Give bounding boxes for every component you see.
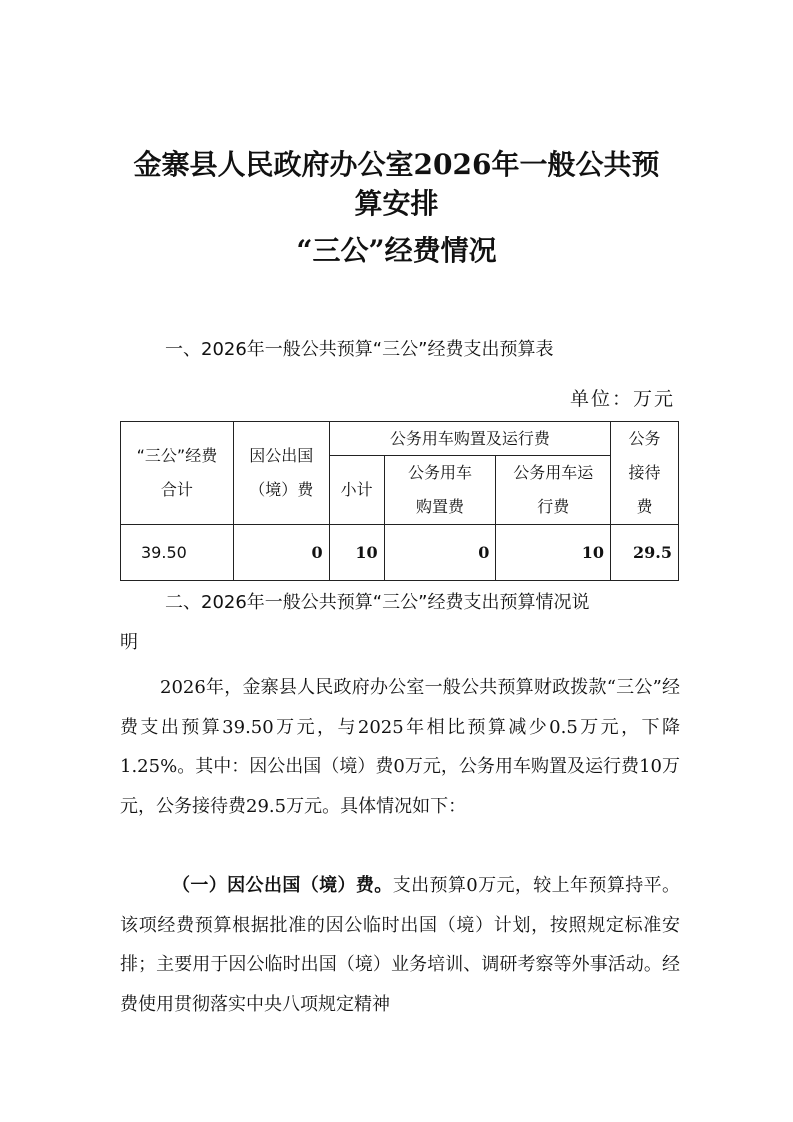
budget-table xyxy=(120,421,679,581)
paragraph-summary: 2026年，金寨县人民政府办公室一般公共预算财政拨款“三公”经费支出预算39.50万元，与2025年相比预算减少0.5万元，下降1.25%。其中：因公出国（境）费0万元，公务用车购置及运行费10万元，公务接待费29.5万元。具体情况如下： xyxy=(120,677,680,817)
cell-operation: 10 xyxy=(496,525,611,581)
header-reception: 公务接待费 xyxy=(611,422,679,525)
document-title-line-2: 算安排 xyxy=(354,187,439,220)
section-2-heading-line-2: 明 xyxy=(120,632,138,653)
paragraph-abroad-body: 支出预算0万元，较上年预算持平。该项经费预算根据批准的因公临时出国（境）计划，按照规定标准安排；主要用于因公临时出国（境）业务培训、调研考察等外事活动。经费使用贯彻落实中央八项规定精神 xyxy=(120,875,680,1015)
cell-subtotal: 10 xyxy=(329,525,384,581)
header-operation: 公务用车运行费 xyxy=(496,456,611,525)
cell-purchase: 0 xyxy=(384,525,496,581)
paragraph-abroad-lead: （一）因公出国（境）费。 xyxy=(172,875,393,896)
document-title-line-3: “三公”经费情况 xyxy=(296,234,497,267)
cell-reception: 29.5 xyxy=(611,525,679,581)
header-subtotal: 小计 xyxy=(329,456,384,525)
header-purchase: 公务用车购置费 xyxy=(384,456,496,525)
header-total: “三公”经费合计 xyxy=(121,422,234,525)
paragraph-abroad xyxy=(120,866,680,1024)
cell-total: 39.50 xyxy=(121,525,234,581)
section-1-heading: 一、2026年一般公共预算“三公”经费支出预算表 xyxy=(165,339,554,360)
cell-abroad: 0 xyxy=(233,525,329,581)
unit-label: 单位：万元 xyxy=(569,388,675,410)
document-title-line-1: 金寨县人民政府办公室2026年一般公共预 xyxy=(133,148,660,181)
header-vehicle-group: 公务用车购置及运行费 xyxy=(329,422,610,456)
header-abroad: 因公出国（境）费 xyxy=(233,422,329,525)
section-2-heading-line-1: 二、2026年一般公共预算“三公”经费支出预算情况说 xyxy=(165,592,590,613)
